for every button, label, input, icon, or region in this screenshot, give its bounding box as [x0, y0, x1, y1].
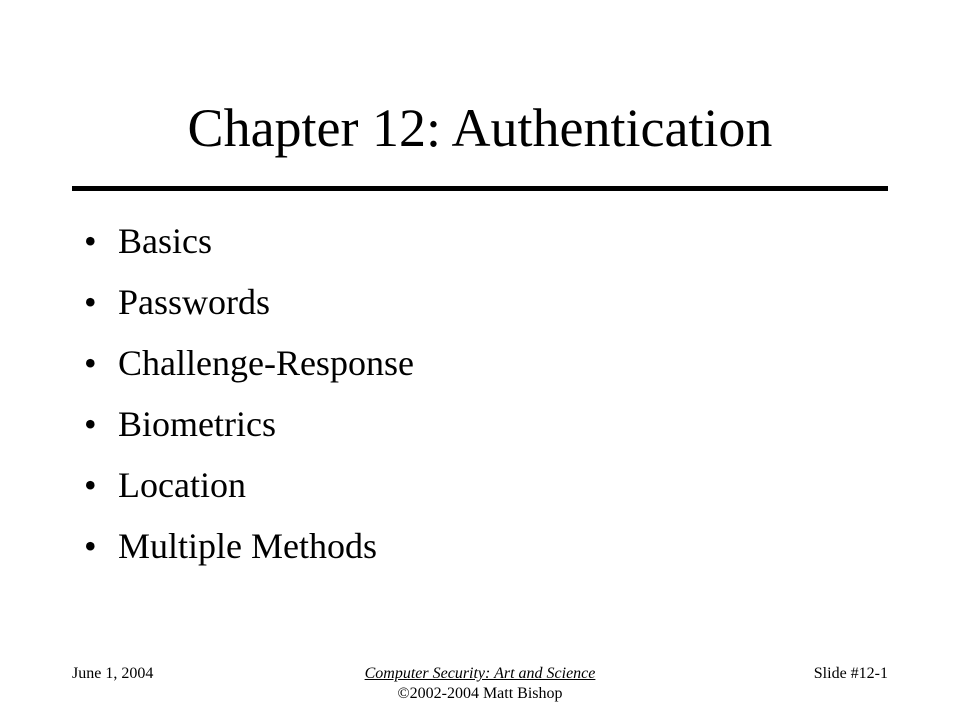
title-divider: [72, 186, 888, 191]
footer-date: June 1, 2004: [72, 665, 154, 682]
bullet-point-icon: •: [84, 404, 97, 444]
bullet-text: Location: [118, 465, 246, 505]
bullet-text: Challenge-Response: [118, 343, 414, 383]
bullet-text: Biometrics: [118, 404, 276, 444]
bullet-text: Multiple Methods: [118, 526, 377, 566]
bullet-point-icon: •: [84, 526, 97, 566]
bullet-point-icon: •: [84, 282, 97, 322]
bullet-point-icon: •: [84, 465, 97, 505]
slide-title: Chapter 12: Authentication: [187, 98, 773, 158]
footer-slide-number: Slide #12-1: [813, 665, 888, 682]
bullet-text: Basics: [118, 221, 212, 261]
bullet-point-icon: •: [84, 221, 97, 261]
footer-course-title: Computer Security: Art and Science: [364, 665, 596, 682]
bullet-text: Passwords: [118, 282, 271, 322]
footer-copyright: ©2002-2004 Matt Bishop: [397, 685, 563, 702]
bullet-point-icon: •: [84, 343, 97, 383]
